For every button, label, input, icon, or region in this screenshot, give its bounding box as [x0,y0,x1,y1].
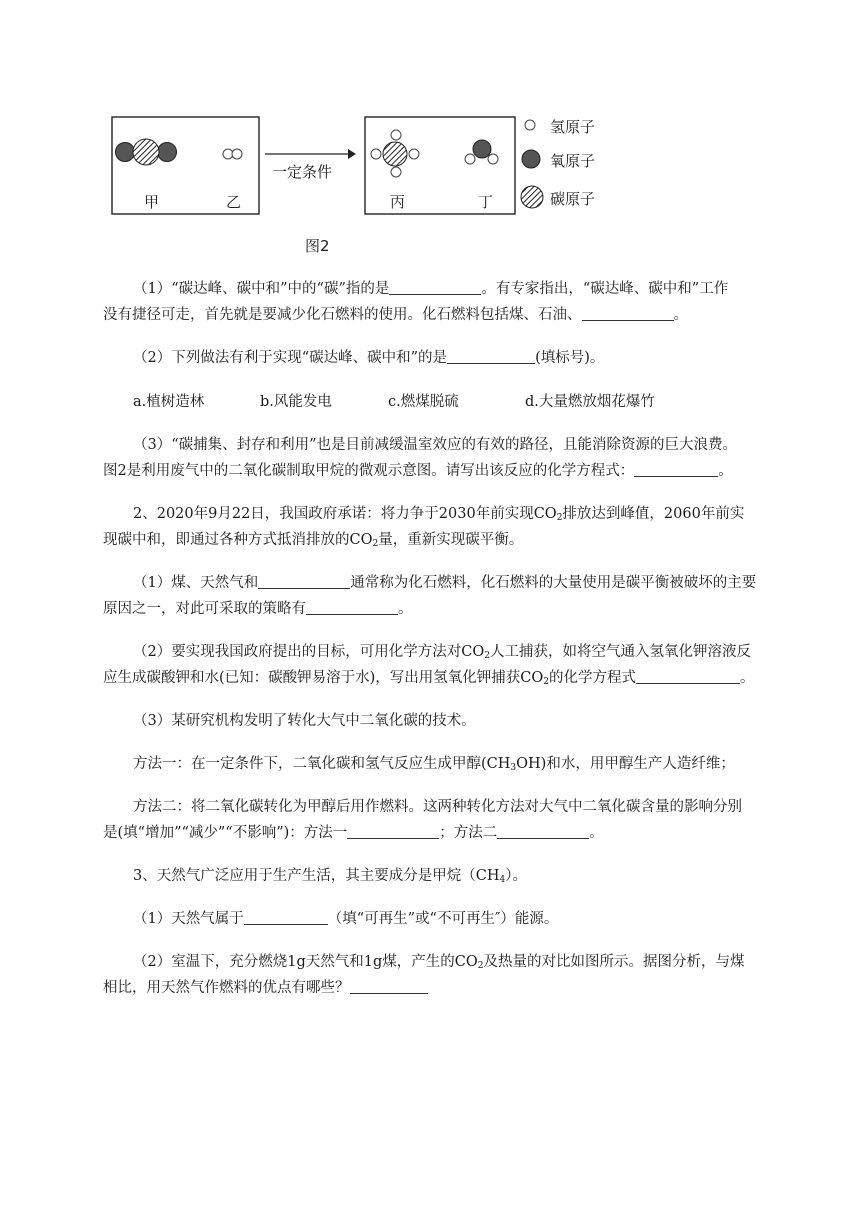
q2-part3: （3）某研究机构发明了转化大气中二氧化碳的技术。 [133,713,476,729]
legend-oxygen-icon [522,150,540,168]
q2-part1-line1: （1）煤、天然气和 通常称为化石燃料，化石燃料的大量使用是碳平衡被破坏的主要 [0,570,860,596]
q2-method2-line2: 是(填“增加”“减少”“不影响”)：方法一 ；方法二 。 [0,820,860,846]
answer-blank[interactable] [350,977,428,994]
q3-intro: 3、天然气广泛应用于生产生活，其主要成分是甲烷$(CH_4)$。 [133,868,527,885]
q1-options [0,389,860,415]
q2-part2-line1: （2）要实现我国政府提出的目标，可用化学方法对$CO_2$人工捕获，如将空气通入氢氧化钾溶液反 [133,644,751,661]
q2-intro-line2: 现碳中和，即通过各种方式抵消排放的$CO_2$量，重新实现碳平衡。 [103,532,524,549]
answer-blank[interactable] [447,347,535,364]
option-b: b.风能发电 [260,394,332,410]
legend-carbon-icon [521,186,543,208]
label-bing: 丙 [390,193,406,211]
figure-caption: 图2 [305,237,330,255]
answer-blank[interactable] [582,304,674,321]
answer-blank[interactable] [244,908,328,925]
q1-part3-line2: 图2是利用废气中的二氧化碳制取甲烷的微观示意图。请写出该反应的化学方程式： 。 [0,458,860,484]
answer-blank[interactable] [634,460,718,477]
arrow-text: 一定条件 [272,163,333,181]
q1-part1-line1: （1）“碳达峰、碳中和”中的“碳”指的是 。有专家指出，“碳达峰、碳中和”工作 [0,276,860,302]
q1-part3-line1: （3）“碳捕集、封存和利用”也是目前减缓温室效应的有效的路径，且能消除资源的巨大浪费。 [133,437,738,453]
option-a: a.植树造林 [133,394,205,410]
legend-hydrogen: 氢原子 [550,118,596,136]
arrow-head-icon [348,149,356,159]
legend-hydrogen-icon [525,120,535,130]
answer-blank[interactable] [306,598,398,615]
label-ding: 丁 [478,193,494,211]
q2-part1-line2: 原因之一，对此可采取的策略有 。 [0,596,860,622]
q3-part1: （1）天然气属于 （填“可再生”或“不可再生″）能源。 [0,906,860,932]
legend-carbon: 碳原子 [550,190,596,208]
q1-part1-line2: 没有捷径可走，首先就是要减少化石燃料的使用。化石燃料包括煤、石油、 。 [0,302,860,328]
option-c: c.燃煤脱硫 [388,394,459,410]
q2-method1: 方法一：在一定条件下，二氧化碳和氢气反应生成甲醇$(CH_3OH)$和水，用甲醇生产人造纤维； [133,756,735,773]
label-yi: 乙 [226,193,242,211]
legend-oxygen: 氧原子 [550,152,596,170]
label-jia: 甲 [144,193,160,211]
option-d: d.大量燃放烟花爆竹 [525,394,655,410]
answer-blank[interactable] [389,278,481,295]
q2-part2-line2: 应生成碳酸钾和水(已知：碳酸钾易溶于水)，写出用氢氧化钾捕获$CO_2$的化学方程式 。 [0,665,860,691]
co2-molecule-icon [116,139,177,165]
answer-blank[interactable] [636,667,740,684]
q2-intro-line1: 2、2020年9月22日，我国政府承诺：将力争于2030年前实现$CO_2$排放达到峰值，2060年前实 [133,506,745,523]
answer-blank[interactable] [497,822,589,839]
q3-part2-line2: 相比，用天然气作燃料的优点有哪些？ [0,975,860,1001]
q2-method2-line1: 方法二：将二氧化碳转化为甲醇后用作燃料。这两种转化方法对大气中二氧化碳含量的影响分别 [133,799,742,815]
reaction-diagram [100,105,660,275]
answer-blank[interactable] [347,822,439,839]
q3-part2-line1: （2）室温下，充分燃烧1g天然气和1g煤，产生的$CO_2$及热量的对比如图所示。据图分析，与煤 [133,954,745,971]
q1-part2: （2）下列做法有利于实现“碳达峰、碳中和”的是 (填标号)。 [0,345,860,371]
answer-blank[interactable] [258,572,350,589]
